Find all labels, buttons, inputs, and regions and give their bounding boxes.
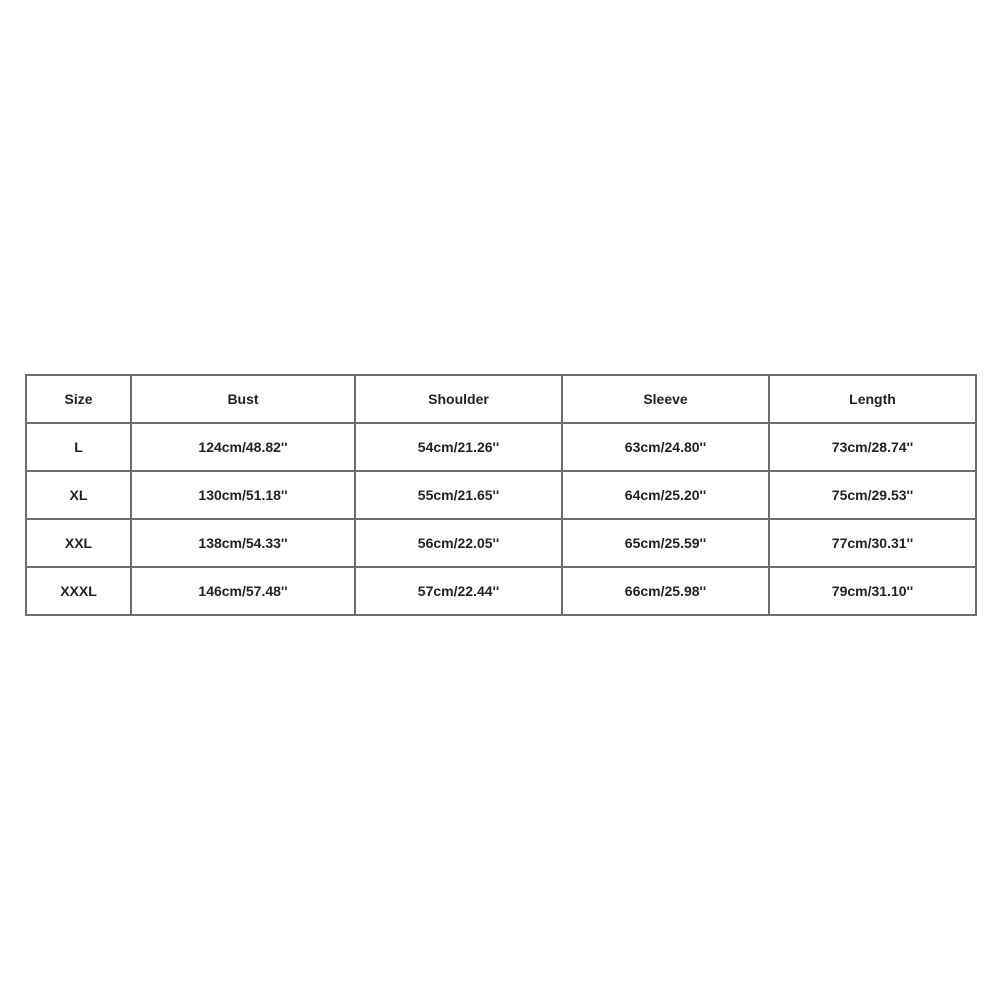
cell-size: XL <box>26 471 131 519</box>
table-row <box>26 519 976 567</box>
cell-length: 77cm/30.31'' <box>769 519 976 567</box>
table-row <box>26 471 976 519</box>
size-chart-table <box>25 374 977 616</box>
cell-length: 73cm/28.74'' <box>769 423 976 471</box>
cell-shoulder: 55cm/21.65'' <box>355 471 562 519</box>
cell-length: 79cm/31.10'' <box>769 567 976 615</box>
cell-shoulder: 54cm/21.26'' <box>355 423 562 471</box>
cell-sleeve: 64cm/25.20'' <box>562 471 769 519</box>
header-length: Length <box>769 375 976 423</box>
table-row <box>26 567 976 615</box>
cell-bust: 130cm/51.18'' <box>131 471 355 519</box>
cell-shoulder: 56cm/22.05'' <box>355 519 562 567</box>
cell-bust: 138cm/54.33'' <box>131 519 355 567</box>
cell-bust: 124cm/48.82'' <box>131 423 355 471</box>
cell-size: L <box>26 423 131 471</box>
table-row <box>26 423 976 471</box>
cell-bust: 146cm/57.48'' <box>131 567 355 615</box>
header-bust: Bust <box>131 375 355 423</box>
cell-shoulder: 57cm/22.44'' <box>355 567 562 615</box>
cell-sleeve: 65cm/25.59'' <box>562 519 769 567</box>
cell-length: 75cm/29.53'' <box>769 471 976 519</box>
header-sleeve: Sleeve <box>562 375 769 423</box>
header-size: Size <box>26 375 131 423</box>
cell-size: XXXL <box>26 567 131 615</box>
header-row <box>26 375 976 423</box>
cell-sleeve: 63cm/24.80'' <box>562 423 769 471</box>
cell-size: XXL <box>26 519 131 567</box>
cell-sleeve: 66cm/25.98'' <box>562 567 769 615</box>
header-shoulder: Shoulder <box>355 375 562 423</box>
